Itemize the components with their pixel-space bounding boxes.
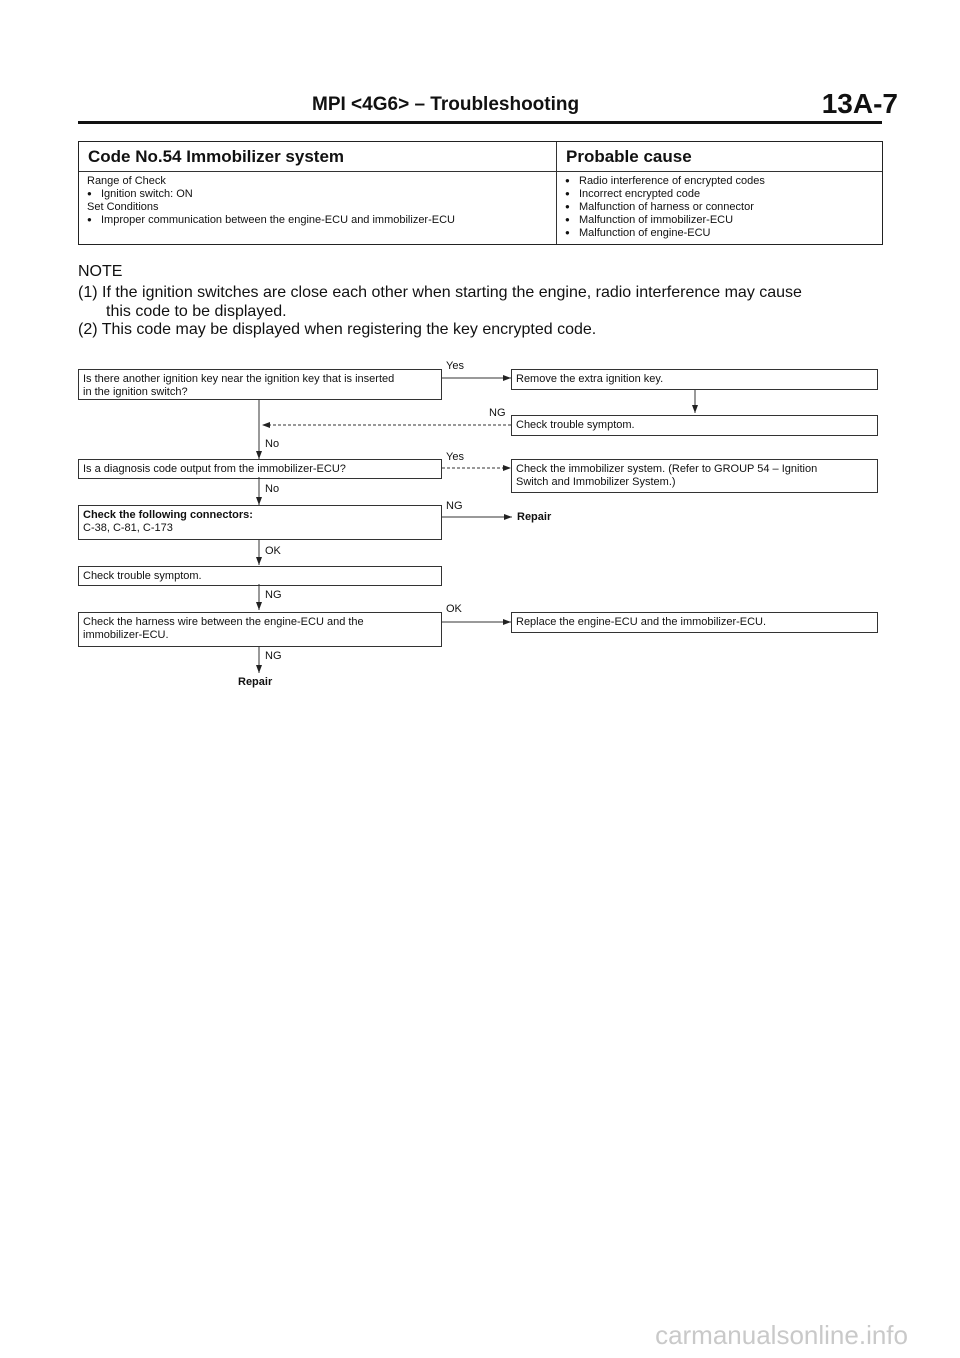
code-title: Code No.54 Immobilizer system [88, 147, 345, 166]
check-symptom-text-2: Check trouble symptom. [83, 570, 202, 582]
check-immobilizer-line1: Check the immobilizer system. (Refer to GROUP 54 – Ignition [516, 463, 818, 475]
note-label: NOTE [78, 263, 123, 280]
connector-list: C-38, C-81, C-173 [83, 521, 173, 534]
check-symptom-text-1: Check trouble symptom. [516, 419, 635, 431]
harness-ok-label: OK [446, 603, 462, 615]
q1-yes-label: Yes [446, 360, 464, 372]
check-symptom-box-2 [78, 566, 442, 586]
set-conditions-label: Set Conditions [87, 201, 159, 213]
check-connectors-line1: Check the following connectors: [83, 509, 253, 521]
connectors-ok-label: OK [265, 545, 281, 557]
check-connectors-box [78, 505, 442, 540]
q1-no-label: No [265, 438, 280, 450]
question-extra-key-line1: Is there another ignition key near the ignition key that is inserted [83, 373, 395, 385]
replace-ecu-text: Replace the engine-ECU and the immobilizer-ECU. [516, 616, 767, 628]
cause-item: ● Malfunction of engine-ECU [565, 227, 710, 239]
note-item-1: (1) If the ignition switches are close each other when starting the engine, radio interference may cause [78, 284, 802, 301]
check-symptom-box-1 [511, 415, 878, 436]
check-harness-box [78, 612, 442, 647]
note-item-2: (2) This code may be displayed when registering the key encrypted code. [78, 321, 597, 338]
note-item-1-continued: this code to be displayed. [106, 303, 287, 320]
symptom1-ng-label: NG [489, 407, 506, 419]
check-harness-line1: Check the harness wire between the engine-ECU and the [83, 616, 364, 628]
check-harness-line2: immobilizer-ECU. [83, 628, 169, 641]
q2-yes-label: Yes [446, 451, 464, 463]
harness-ng-label: NG [265, 650, 282, 662]
repair-result-2: Repair [238, 676, 273, 688]
cause-item: ● Malfunction of immobilizer-ECU [565, 214, 733, 226]
cause-item: ● Radio interference of encrypted codes [565, 175, 765, 187]
question-diagnosis-text: Is a diagnosis code output from the immobilizer-ECU? [83, 463, 346, 475]
symptom2-ng-label: NG [265, 589, 282, 601]
check-immobilizer-box [511, 459, 878, 493]
set-conditions-item: ● Improper communication between the engine-ECU and immobilizer-ECU [87, 214, 455, 226]
remove-key-text: Remove the extra ignition key. [516, 373, 664, 385]
range-of-check-item: ● Ignition switch: ON [87, 188, 193, 200]
question-extra-key-box [78, 369, 442, 400]
question-diagnosis-box [78, 459, 442, 479]
cause-item: ● Malfunction of harness or connector [565, 201, 754, 213]
question-extra-key-line2: in the ignition switch? [83, 385, 188, 398]
range-of-check-label: Range of Check [87, 175, 166, 187]
cause-item: ● Incorrect encrypted code [565, 188, 700, 200]
watermark: carmanualsonline.info [655, 1320, 908, 1350]
remove-key-box [511, 369, 878, 390]
check-immobilizer-line2: Switch and Immobilizer System.) [516, 475, 676, 488]
page-number: 13A-7 [821, 88, 898, 119]
connectors-ng-label: NG [446, 500, 463, 512]
repair-result-1: Repair [517, 511, 552, 523]
page-title: MPI <4G6> – Troubleshooting [312, 94, 580, 115]
q2-no-label: No [265, 483, 280, 495]
replace-ecu-box [511, 612, 878, 633]
probable-cause-title: Probable cause [566, 147, 692, 166]
